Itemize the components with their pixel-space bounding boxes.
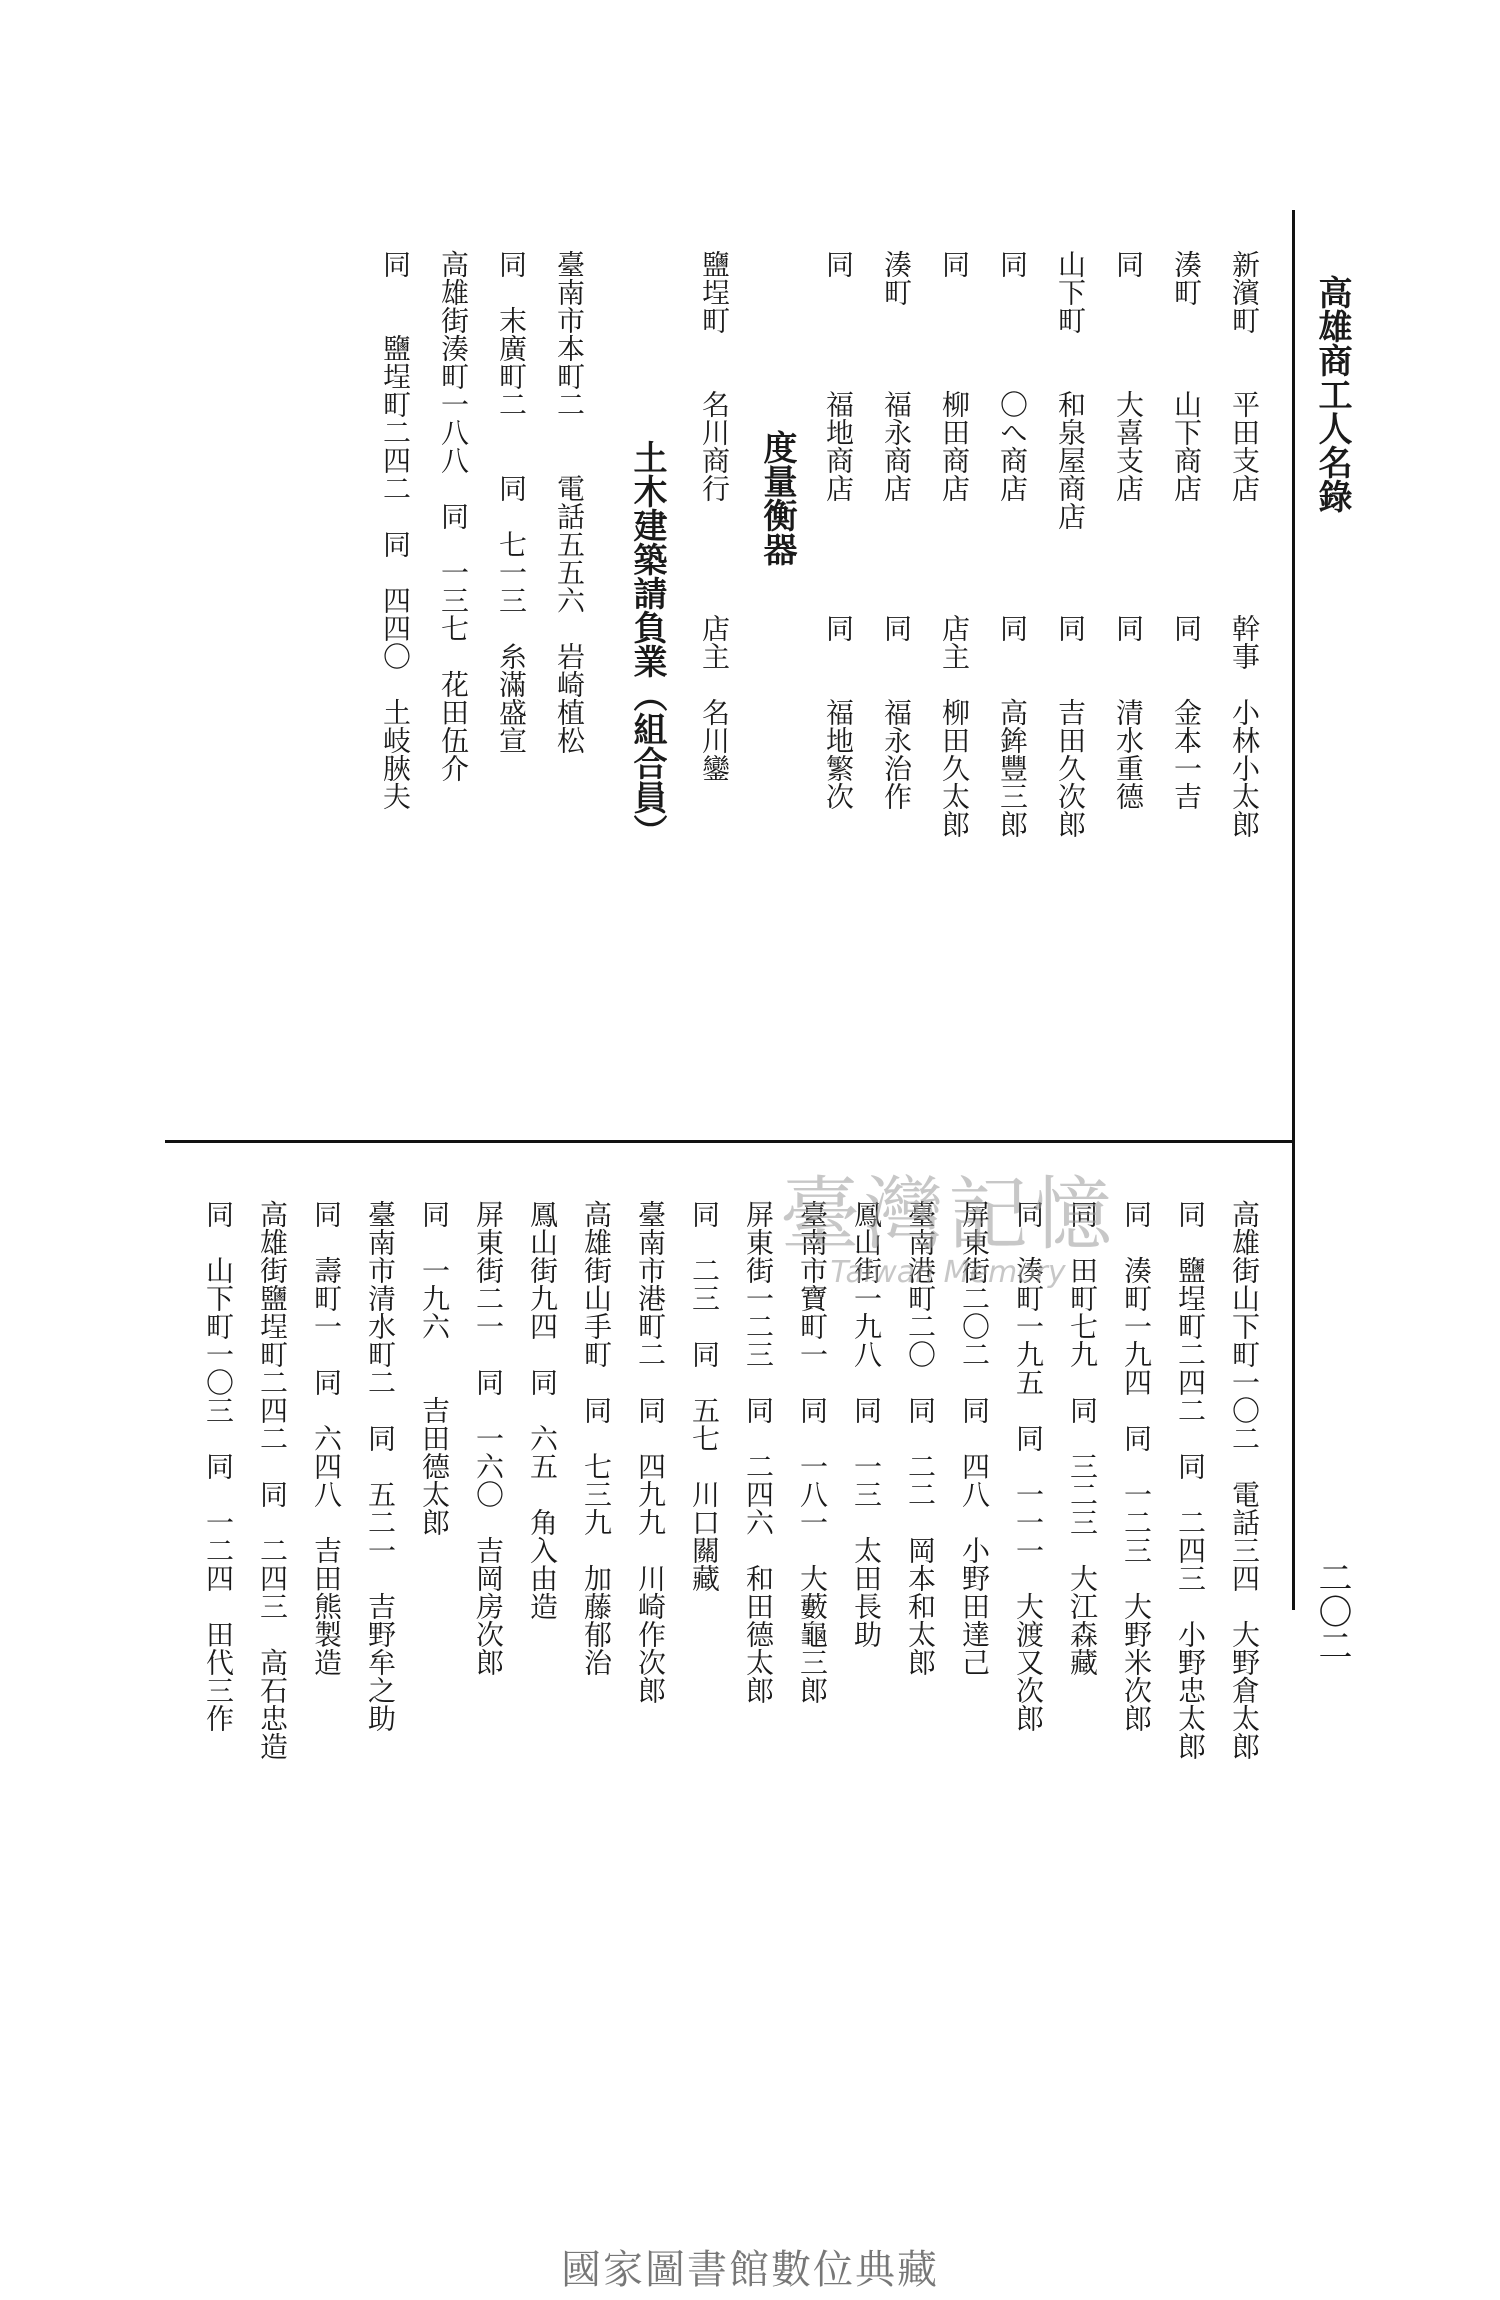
lower-column: 同 湊町一九四 同 一二三 大野米次郎 <box>1120 1200 1153 1732</box>
lower-column: 同 山下町一〇三 同 一二四 田代三作 <box>202 1200 235 1732</box>
page-number: 二〇二 <box>1312 1560 1352 1662</box>
lower-column: 高雄街鹽埕町二四二 同 二四三 高石忠造 <box>256 1200 289 1760</box>
upper-column: 湊町 山下商店 同 金本一吉 <box>1170 250 1203 810</box>
upper-column: 同 福地商店 同 福地繁次 <box>822 250 855 810</box>
lower-column: 臺南市港町二 同 四九九 川崎作次郎 <box>634 1200 667 1704</box>
lower-column: 同 二三 同 五七 川口關藏 <box>688 1200 721 1592</box>
upper-column: 鹽埕町 名川商行 店主 名川鑾 <box>698 250 731 782</box>
watermark-sub: Taiwan Memory <box>830 1255 1066 1290</box>
upper-column: 山下町 和泉屋商店 同 吉田久次郎 <box>1054 250 1087 838</box>
lower-column: 屏東街二一 同 一六〇 吉岡房次郎 <box>472 1200 505 1676</box>
upper-column: 新濱町 平田支店 幹事 小林小太郎 <box>1228 250 1261 838</box>
section-heading: 度量衡器 <box>757 430 797 566</box>
lower-column: 同 鹽埕町二四二 同 二四三 小野忠太郎 <box>1174 1200 1207 1760</box>
lower-column: 鳳山街一九八 同 一三 太田長助 <box>850 1200 883 1648</box>
lower-column: 高雄街山手町 同 七三九 加藤郁治 <box>580 1200 613 1676</box>
lower-column: 同 壽町一 同 六四八 吉田熊製造 <box>310 1200 343 1676</box>
lower-column: 高雄街山下町一〇二 電話三四 大野倉太郎 <box>1228 1200 1261 1760</box>
lower-column: 屏東街一二三 同 二四六 和田德太郎 <box>742 1200 775 1704</box>
section-heading: 土木建築請負業（組合員） <box>627 440 667 848</box>
lower-column: 同 湊町一九五 同 一一一 大渡又次郎 <box>1012 1200 1045 1732</box>
upper-column: 高雄街湊町一八八 同 一三七 花田伍介 <box>437 250 470 782</box>
lower-column: 鳳山街九四 同 六五 角入由造 <box>526 1200 559 1620</box>
section-divider <box>165 1140 1295 1143</box>
lower-column: 屏東街二〇二 同 四八 小野田達己 <box>958 1200 991 1676</box>
lower-column: 同 一九六 吉田德太郎 <box>418 1200 451 1536</box>
page-title: 高雄商工人名錄 <box>1312 275 1352 513</box>
upper-column: 同 柳田商店 店主 柳田久太郎 <box>938 250 971 838</box>
upper-column: 湊町 福永商店 同 福永治作 <box>880 250 913 810</box>
upper-column: 同 末廣町二 同 七一三 糸滿盛宣 <box>495 250 528 754</box>
lower-column: 臺南市清水町二 同 五二一 吉野牟之助 <box>364 1200 397 1732</box>
lower-column: 臺南港町二〇 同 二二 岡本和太郎 <box>904 1200 937 1676</box>
lower-column: 臺南市寶町一 同 一八一 大藪龜三郎 <box>796 1200 829 1704</box>
watermark-logo <box>780 1150 1116 1290</box>
upper-column: 臺南市本町二 電話五五六 岩崎植松 <box>553 250 586 754</box>
footer-caption: 國家圖書館數位典藏 <box>561 2247 939 2293</box>
upper-column: 同 鹽埕町二四二 同 四四〇 土岐脥夫 <box>379 250 412 810</box>
watermark-main: 臺灣記憶 <box>780 1168 1116 1261</box>
lower-column: 同 田町七九 同 三二三 大江森藏 <box>1066 1200 1099 1676</box>
right-border-rule <box>1292 210 1295 1610</box>
upper-column: 同 〇へ商店 同 高鉾豐三郎 <box>996 250 1029 838</box>
upper-column: 同 大喜支店 同 清水重德 <box>1112 250 1145 810</box>
